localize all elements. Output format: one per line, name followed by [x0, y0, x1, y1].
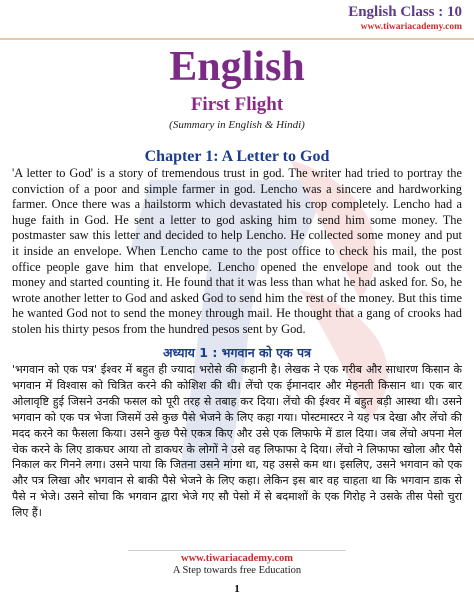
class-title: English Class : 10: [348, 4, 462, 20]
header-block: [348, 4, 462, 33]
book-title: First Flight: [190, 94, 284, 115]
header-site-url[interactable]: www.tiwariacademy.com: [360, 22, 462, 32]
page-number: 1: [234, 583, 240, 595]
chapter-title: Chapter 1: A Letter to God: [144, 148, 330, 165]
page-title: English: [169, 44, 305, 90]
header-divider: [0, 38, 474, 40]
summary-english: 'A letter to God' is a story of tremendous trust in god. The writer had tried to portray the conviction of a poor and simple farmer in god. Lencho was a sincere and hardworking farmer. Once there was a hailstorm which devastated his crop completely. Lencho had a huge faith in God. He sent a letter to god asking him to send him some money. The postmaster saw this letter and decided to help Lencho. He collected some money and put it inside an envelope. When Lencho came to the post office to check his mail, the post office people gave him that envelope. Lencho opened the envelope and took out the money and started counting it. He found that it was less than what he had asked for. So, he wrote another letter to God and asked God to send him the rest of the money. But this time he wanted God not to send the money through mail. He thought that a gang of crooks had stolen his thirty pesos from the hundred pesos sent by God.: [12, 166, 462, 336]
footer-site-url[interactable]: www.tiwariacademy.com: [181, 553, 293, 564]
chapter-title-hindi: अध्याय 1 : भगवान को एक पत्र: [162, 345, 312, 360]
footer-tagline: A Step towards free Education: [172, 565, 302, 576]
footer-divider: [128, 550, 346, 551]
summary-note: (Summary in English & Hindi): [169, 119, 305, 131]
summary-hindi: 'भगवान को एक पत्र' ईश्वर में बहुत ही ज्यादा भरोसे की कहानी है। लेखक ने एक गरीब और साधारण किसान के भगवान में विश्वास को चित्रित करने की कोशिश की थी। लेंचो एक ईमानदार और मेहनती किसान था। एक बार ओलावृष्टि हुई जिसने उनकी फसल को पूरी तरह से तबाह कर दिया। लेंचो की ईश्वर में बहुत बड़ी आस्था थी। उसने भगवान को एक पत्र भेजा जिसमें उसे कुछ पैसे भेजने के लिए कहा गया। पोस्टमास्टर ने यह पत्र देखा और लेंचो की मदद करने का फैसला किया। उसने कुछ पैसे एकत्र किए और उसे एक लिफाफे में डाल दिया। जब लेंचो अपना मेल चेक करने के लिए डाकघर आया तो डाकघर के लोगों ने उसे वह लिफाफा दे दिया। लेंचो ने लिफाफा खोला और पैसे निकाल कर गिनने लगा। उसने पाया कि जितना उसने मांगा था, यह उससे कम था। इसलिए, उसने भगवान को एक और पत्र लिखा और भगवान से बाकी पैसे भेजने के लिए कहा। लेकिन इस बार वह चाहता था कि भगवान डाक से पैसे न भेजे। उसने सोचा कि भगवान द्वारा भेजे गए सौ पेसो में से बदमाशों के एक गिरोह ने उसके तीस पेसो चुरा लिए हैं।: [12, 363, 462, 520]
